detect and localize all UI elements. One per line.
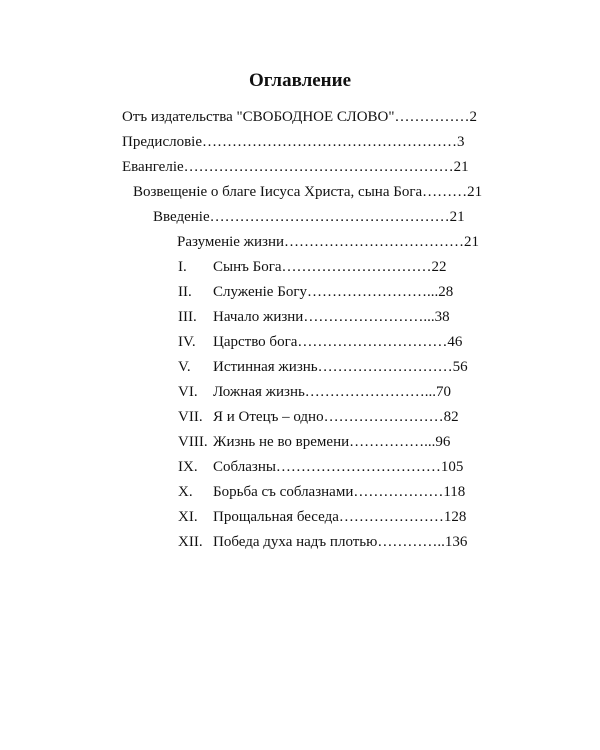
chapter-number: XII. bbox=[178, 534, 203, 550]
chapter-number: III. bbox=[178, 309, 197, 325]
toc-entry-text: Введеніе…………………………………………21 bbox=[153, 209, 465, 225]
chapter-title: Сынъ Бога…………………………22 bbox=[213, 259, 447, 275]
chapter-number: V. bbox=[178, 359, 191, 375]
chapter-number: X. bbox=[178, 484, 193, 500]
toc-entry-text: Возвещеніе о благе Іисуса Христа, сына Бога………21 bbox=[133, 184, 483, 200]
chapter-number: VII. bbox=[178, 409, 203, 425]
chapter-title: Жизнь не во времени……………...96 bbox=[213, 434, 451, 450]
chapter-title: Прощальная беседа…………………128 bbox=[213, 509, 467, 525]
toc-entry bbox=[122, 158, 469, 176]
chapter-title: Соблазны……………………………105 bbox=[213, 459, 464, 475]
chapter-number: VI. bbox=[178, 384, 198, 400]
chapter-title: Победа духа надъ плотью…………..136 bbox=[213, 534, 468, 550]
chapter-number: II. bbox=[178, 284, 192, 300]
chapter-title: Царство бога…………………………46 bbox=[213, 334, 463, 350]
chapter-title: Борьба съ соблазнами………………118 bbox=[213, 484, 466, 500]
chapter-title: Начало жизни……………………...38 bbox=[213, 309, 450, 325]
page-title: Оглавление bbox=[248, 70, 352, 91]
chapter-title: Истинная жизнь………………………56 bbox=[213, 359, 468, 375]
toc-entry bbox=[153, 208, 465, 226]
toc-entry-text: Отъ издательства "СВОБОДНОЕ СЛОВО"……………2 bbox=[122, 109, 477, 125]
chapter-title: Я и Отецъ – одно……………………82 bbox=[213, 409, 459, 425]
toc-entry-text: Предисловіе……………………………………………3 bbox=[122, 134, 465, 150]
chapter-number: XI. bbox=[178, 509, 198, 525]
chapter-number: I. bbox=[178, 259, 187, 275]
toc-entry bbox=[177, 233, 479, 251]
chapter-title: Служеніе Богу……………………...28 bbox=[213, 284, 454, 300]
toc-entry bbox=[133, 183, 482, 201]
chapter-number: IX. bbox=[178, 459, 198, 475]
toc-entry bbox=[122, 133, 465, 151]
chapter-title: Ложная жизнь……………………...70 bbox=[213, 384, 452, 400]
toc-entry-text: Евангеліе………………………………………………21 bbox=[122, 159, 469, 175]
toc-entry bbox=[122, 108, 477, 126]
toc-entry-text: Разуменіе жизни………………………………21 bbox=[177, 234, 480, 250]
chapter-number: IV. bbox=[178, 334, 196, 350]
chapter-number: VIII. bbox=[178, 434, 208, 450]
